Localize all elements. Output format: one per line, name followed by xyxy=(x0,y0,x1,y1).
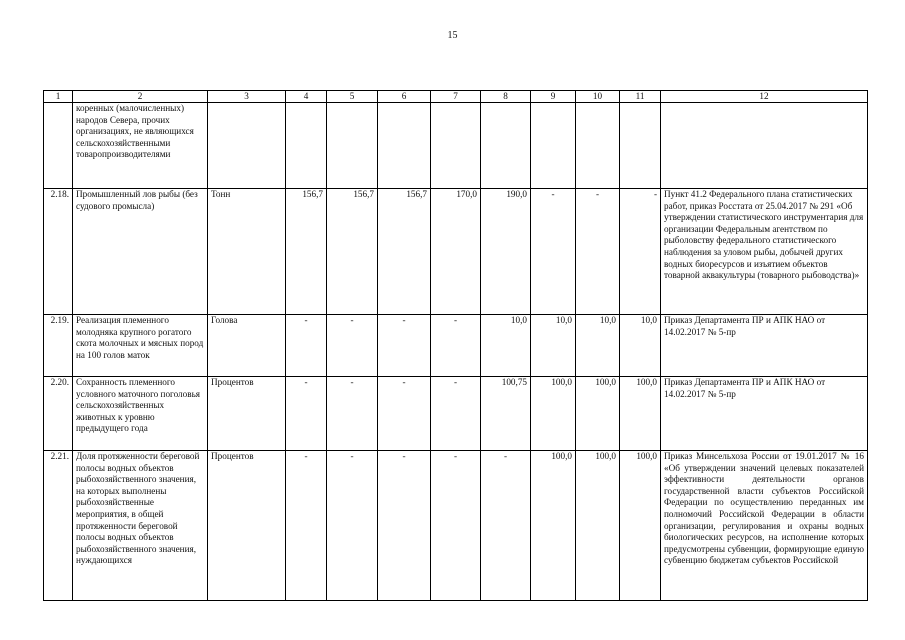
page-number: 15 xyxy=(447,30,458,41)
indicator-name: Промышленный лов рыбы (без судового промысла) xyxy=(73,189,208,315)
value-col10: 100,0 xyxy=(576,377,620,451)
value-col9: 100,0 xyxy=(531,377,576,451)
value-col7: - xyxy=(431,451,481,601)
value-col10: 10,0 xyxy=(576,315,620,377)
value-col8: - xyxy=(481,451,531,601)
value-col6: 156,7 xyxy=(378,189,431,315)
value-col6: - xyxy=(378,451,431,601)
row-number: 2.21. xyxy=(44,451,73,601)
value-col7 xyxy=(431,103,481,189)
value-col8: 10,0 xyxy=(481,315,531,377)
indicator-name: Реализация племенного молодняка крупного рогатого скота молочных и мясных пород на 100 голов маток xyxy=(73,315,208,377)
source-document: Пункт 41.2 Федерального плана статистических работ, приказ Росстата от 25.04.2017 № 291 «Об утверждении статистического инструментария для организации Федеральным агентством по рыболовству федерального статистического наблюдения за уловом рыбы, добычей других водных биоресурсов и изъятием объектов товарной аквакультуры (товарного рыбоводства)» xyxy=(661,189,868,315)
value-col9: 100,0 xyxy=(531,451,576,601)
value-col9 xyxy=(531,103,576,189)
unit: Голова xyxy=(208,315,286,377)
value-col10: 100,0 xyxy=(576,451,620,601)
row-number: 2.19. xyxy=(44,315,73,377)
value-col11: 100,0 xyxy=(620,377,661,451)
value-col4: 156,7 xyxy=(286,189,327,315)
value-col11: 100,0 xyxy=(620,451,661,601)
value-col11 xyxy=(620,103,661,189)
value-col10 xyxy=(576,103,620,189)
value-col7: - xyxy=(431,377,481,451)
value-col6: - xyxy=(378,315,431,377)
unit: Тонн xyxy=(208,189,286,315)
value-col8: 100,75 xyxy=(481,377,531,451)
column-header: 7 xyxy=(431,91,481,103)
value-col5: - xyxy=(327,451,378,601)
value-col11: - xyxy=(620,189,661,315)
table-row xyxy=(44,377,868,451)
value-col8 xyxy=(481,103,531,189)
column-header: 1 xyxy=(44,91,73,103)
header-row xyxy=(44,91,868,103)
table-row xyxy=(44,189,868,315)
value-col4 xyxy=(286,103,327,189)
table-row xyxy=(44,103,868,189)
column-header: 10 xyxy=(576,91,620,103)
value-col6: - xyxy=(378,377,431,451)
source-document: Приказ Департамента ПР и АПК НАО от 14.02.2017 № 5-пр xyxy=(661,315,868,377)
value-col8: 190,0 xyxy=(481,189,531,315)
table-row xyxy=(44,451,868,601)
value-col7: 170,0 xyxy=(431,189,481,315)
column-header: 8 xyxy=(481,91,531,103)
value-col5 xyxy=(327,103,378,189)
row-number: 2.18. xyxy=(44,189,73,315)
column-header: 12 xyxy=(661,91,868,103)
indicator-name: Сохранность племенного условного маточного поголовья сельскохозяйственных животных к уровню предыдущего года xyxy=(73,377,208,451)
column-header: 2 xyxy=(73,91,208,103)
value-col4: - xyxy=(286,315,327,377)
column-header: 11 xyxy=(620,91,661,103)
table-row xyxy=(44,315,868,377)
column-header: 6 xyxy=(378,91,431,103)
column-header: 4 xyxy=(286,91,327,103)
source-document: Приказ Департамента ПР и АПК НАО от 14.02.2017 № 5-пр xyxy=(661,377,868,451)
column-header: 5 xyxy=(327,91,378,103)
value-col10: - xyxy=(576,189,620,315)
column-header: 3 xyxy=(208,91,286,103)
value-col9: - xyxy=(531,189,576,315)
source-document xyxy=(661,103,868,189)
value-col9: 10,0 xyxy=(531,315,576,377)
value-col7: - xyxy=(431,315,481,377)
source-document: Приказ Минсельхоза России от 19.01.2017 № 16 «Об утверждении значений целевых показателей эффективности деятельности органов государственной власти субъектов Российской Федерации по осуществлению переданных им полномочий Российской Федерации в области организации, регулирования и охраны водных биологических ресурсов, на исполнение которых предусмотрены субвенции, формирующие единую субвенцию бюджетам субъектов Российской xyxy=(661,451,868,601)
value-col5: - xyxy=(327,315,378,377)
row-number xyxy=(44,103,73,189)
indicator-name: Доля протяженности береговой полосы водных объектов рыбохозяйственного значения, на которых выполнены рыбохозяйственные мероприятия, в общей протяженности береговой полосы водных объектов рыбохозяйственного значения, нуждающихся xyxy=(73,451,208,601)
value-col4: - xyxy=(286,377,327,451)
indicators-table xyxy=(43,90,868,601)
value-col11: 10,0 xyxy=(620,315,661,377)
unit: Процентов xyxy=(208,451,286,601)
column-header: 9 xyxy=(531,91,576,103)
value-col6 xyxy=(378,103,431,189)
value-col4: - xyxy=(286,451,327,601)
unit xyxy=(208,103,286,189)
value-col5: - xyxy=(327,377,378,451)
row-number: 2.20. xyxy=(44,377,73,451)
indicator-name: коренных (малочисленных) народов Севера, прочих организациях, не являющихся сельскохозяйственными товаропроизводителями xyxy=(73,103,208,189)
unit: Процентов xyxy=(208,377,286,451)
value-col5: 156,7 xyxy=(327,189,378,315)
